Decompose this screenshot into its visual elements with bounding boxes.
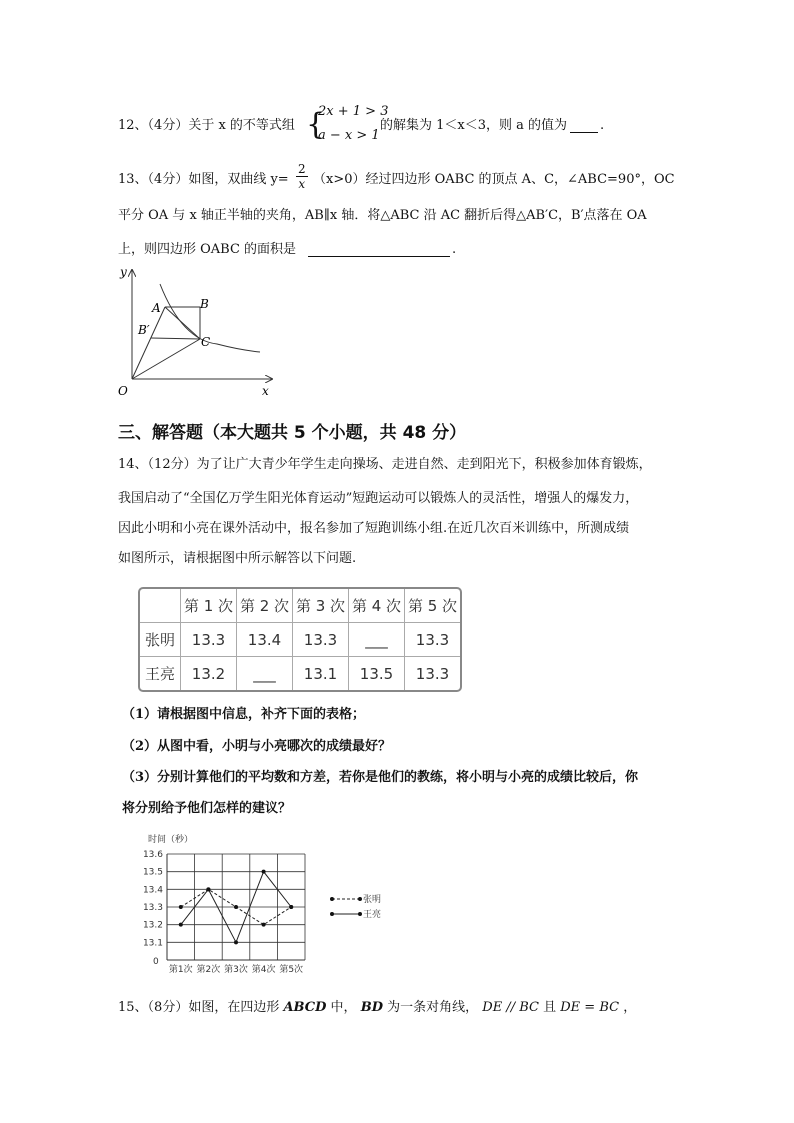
chart-y-tick-label: 13.4 (142, 885, 163, 896)
table-cell: 13.3 (415, 664, 450, 683)
score-line-chart (122, 832, 422, 980)
q15-mid: 中， (330, 1000, 357, 1015)
chart-legend-marker (330, 912, 334, 916)
table-cell: 13.4 (237, 623, 293, 657)
chart-legend-marker (358, 897, 362, 901)
q14-line3: 因此小明和小亮在课外活动中，报名参加了短跑训练小组.在近几次百米训练中，所测成绩 (118, 521, 630, 536)
chart-y-tick-label: 13.1 (142, 938, 163, 949)
segment-bpc (151, 338, 200, 339)
table-cell-blank[interactable]: ___ (349, 623, 405, 657)
table-row (140, 623, 460, 657)
q13-frac-den: x (298, 177, 306, 191)
q12-answer-blank[interactable] (570, 118, 598, 133)
table-cell: 13.2 (181, 657, 237, 690)
q13-end: . (452, 242, 457, 257)
table-header-row (140, 589, 460, 623)
q15-end: ， (623, 1000, 637, 1015)
segment-oa (132, 307, 165, 379)
chart-data-point (262, 870, 266, 874)
table-cell: 张明 (140, 623, 181, 657)
q13-frac-num: 2 (298, 162, 306, 176)
chart-data-point (262, 923, 266, 927)
chart-x-tick-label: 第3次 (224, 965, 248, 975)
table-cell: 王亮 (140, 657, 181, 690)
section-title: 三、解答题（本大题共 5 个小题，共 48 分） (118, 423, 467, 443)
q14-line1: 14、（12分）为了让广大青少年学生走向操场、走进自然、走到阳光下，积极参加体育锻炼， (118, 457, 652, 472)
q14-sub3a: （3）分别计算他们的平均数和方差，若你是他们的教练，将小明与小亮的成绩比较后，你 (122, 770, 639, 785)
table-cell: 13.1 (293, 657, 349, 690)
q15-abcd: ABCD (283, 1000, 327, 1015)
label-o: O (118, 384, 128, 398)
chart-legend-label: 王亮 (363, 910, 382, 920)
label-bprime: B′ (138, 323, 150, 337)
table-header-cell: 第 3 次 (293, 589, 349, 623)
chart-x-tick-label: 第4次 (251, 965, 276, 975)
chart-x-tick-label: 第5次 (279, 965, 304, 975)
q13-prefix: 13、（4分）如图，双曲线 y= (118, 172, 289, 187)
segment-oc (132, 339, 200, 379)
table-cell-blank[interactable]: ___ (237, 657, 293, 690)
chart-y-tick-label: 13.5 (142, 867, 163, 878)
label-b: B (200, 297, 209, 311)
chart-data-point (234, 905, 238, 909)
label-y: y (120, 265, 127, 279)
q13-answer-blank[interactable] (308, 242, 450, 257)
chart-data-point (179, 905, 183, 909)
table-cell: 13.3 (181, 623, 237, 657)
label-a: A (152, 301, 161, 315)
chart-x-tick-label: 第1次 (168, 965, 193, 975)
brace-symbol: { (306, 107, 326, 142)
q15-cond2: DE = BC (560, 1000, 620, 1015)
chart-data-point (234, 940, 238, 944)
q15-and: 且 (543, 1000, 557, 1015)
chart-legend-label: 张明 (363, 895, 382, 905)
q13-line2: 平分 OA 与 x 轴正半轴的夹角，AB∥x 轴．将△ABC 沿 AC 翻折后得△AB′C，B′点落在 OA (118, 208, 647, 223)
chart-origin-label: 0 (153, 957, 159, 967)
table-cell: 13.3 (293, 623, 349, 657)
table-header-cell: 第 1 次 (181, 589, 237, 623)
table-header-cell (140, 589, 181, 623)
q14-sub2: （2）从图中看，小明与小亮哪次的成绩最好？ (122, 739, 392, 754)
figure13 (112, 262, 282, 402)
table-header-cell: 第 2 次 (237, 589, 293, 623)
q12-ineq1: 2x + 1 > 3 (318, 104, 389, 119)
chart-ylabel: 时间（秒） (148, 835, 194, 845)
q13-line3: 上，则四边形 OABC 的面积是 (118, 242, 297, 257)
q14-sub3b: 将分别给予他们怎样的建议？ (122, 801, 292, 816)
chart-legend-marker (358, 912, 362, 916)
chart-y-tick-label: 13.6 (142, 850, 163, 860)
chart-legend-marker (330, 897, 334, 901)
chart-y-tick-label: 13.3 (142, 903, 163, 913)
q15-rest: 为一条对角线， (387, 1000, 479, 1015)
q13-line1-rest: （x>0）经过四边形 OABC 的顶点 A、C，∠ABC=90°，OC (313, 172, 675, 187)
q13-fraction (296, 162, 308, 191)
q14-sub1: （1）请根据图中信息，补齐下面的表格； (122, 707, 366, 722)
chart-x-tick-label: 第2次 (196, 965, 221, 975)
table-header-cell: 第 4 次 (349, 589, 405, 623)
q14-line2: 我国启动了“全国亿万学生阳光体育运动”短跑运动可以锻炼人的灵活性，增强人的爆发力， (118, 491, 639, 506)
q15-line (118, 998, 636, 1018)
q12-suffix: 的解集为 1＜x＜3，则 a 的值为 (380, 118, 568, 133)
q14-line4: 如图所示，请根据图中所示解答以下问题. (118, 551, 357, 566)
q15-bd: BD (360, 1000, 383, 1015)
chart-data-point (179, 923, 183, 927)
table-row (140, 657, 460, 690)
label-c: C (201, 335, 211, 349)
q12-end: . (600, 118, 605, 133)
table-cell: 13.5 (349, 657, 405, 690)
chart-data-point (206, 887, 210, 891)
score-table (138, 587, 462, 692)
q15-cond1: DE // BC (482, 1000, 539, 1015)
label-x: x (262, 384, 269, 398)
table-cell: 13.3 (405, 623, 460, 657)
q15-prefix: 15、（8分）如图，在四边形 (118, 1000, 280, 1015)
segment-ac (165, 307, 200, 339)
chart-data-point (289, 905, 293, 909)
q12-prefix: 12、（4分）关于 x 的不等式组 (118, 118, 295, 133)
table-header-cell: 第 5 次 (405, 589, 460, 623)
q12-ineq2: a − x > 1 (318, 128, 380, 143)
chart-y-tick-label: 13.2 (142, 920, 163, 931)
